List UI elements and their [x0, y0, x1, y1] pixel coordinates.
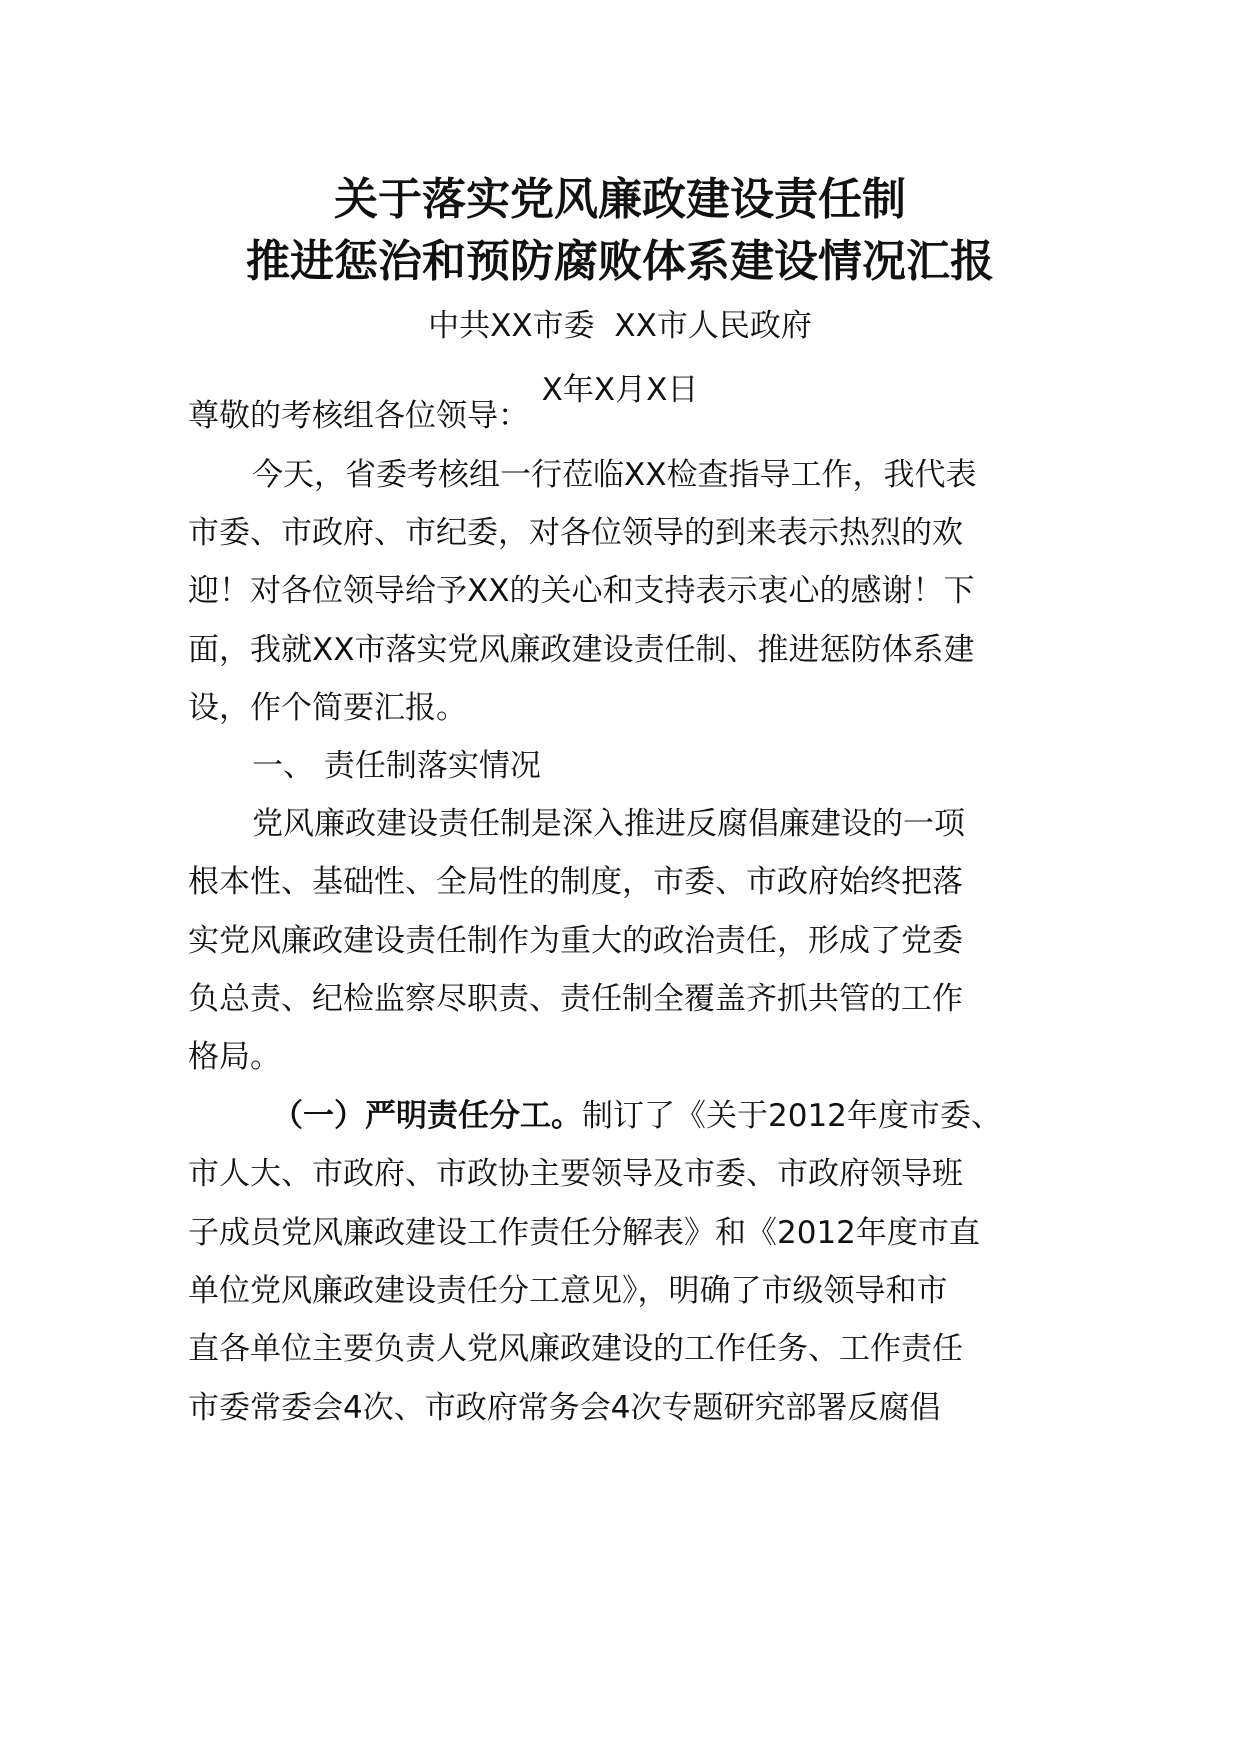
document-title-line-1: 关于落实党风廉政建设责任制 — [334, 174, 906, 225]
section-line: 根本性、基础性、全局性的制度，市委、市政府始终把落 — [188, 864, 963, 900]
section-line: 党风廉政建设责任制是深入推进反腐倡廉建设的一项 — [252, 806, 965, 842]
subsection-line: 子成员党风廉政建设工作责任分解表》和《2012年度市直 — [188, 1215, 980, 1251]
body-line: 今天，省委考核组一行莅临XX检查指导工作，我代表 — [252, 457, 977, 493]
subsection-heading: （一）严明责任分工。 — [272, 1098, 582, 1134]
body-line: 迎！对各位领导给予XX的关心和支持表示衷心的感谢！下 — [188, 573, 975, 609]
subsection-line: 直各单位主要负责人党风廉政建设的工作任务、工作责任 — [188, 1331, 963, 1367]
salutation: 尊敬的考核组各位领导： — [188, 398, 529, 434]
document-date: X年X月X日 — [541, 372, 699, 408]
body-line: 设，作个简要汇报。 — [188, 690, 467, 726]
subsection-line: 市人大、市政府、市政协主要领导及市委、市政府领导班 — [188, 1156, 963, 1192]
subsection-line: 单位党风廉政建设责任分工意见》，明确了市级领导和市 — [188, 1273, 948, 1309]
body-line: 面，我就XX市落实党风廉政建设责任制、推进惩防体系建 — [188, 632, 975, 668]
subsection-first-line — [272, 1096, 1002, 1136]
section-heading: 一、 责任制落实情况 — [252, 748, 541, 784]
section-line: 负总责、纪检监察尽职责、责任制全覆盖齐抓共管的工作 — [188, 981, 963, 1017]
body-line: 市委、市政府、市纪委，对各位领导的到来表示热烈的欢 — [188, 515, 963, 551]
issuing-organization: 中共XX市委 XX市人民政府 — [428, 308, 812, 344]
document-title-line-2: 推进惩治和预防腐败体系建设情况汇报 — [246, 236, 994, 287]
subsection-text: 制订了《关于2012年度市委、 — [582, 1098, 1002, 1134]
section-line: 实党风廉政建设责任制作为重大的政治责任，形成了党委 — [188, 923, 963, 959]
section-line: 格局。 — [188, 1039, 281, 1075]
subsection-line: 市委常委会4次、市政府常务会4次专题研究部署反腐倡 — [188, 1390, 941, 1426]
